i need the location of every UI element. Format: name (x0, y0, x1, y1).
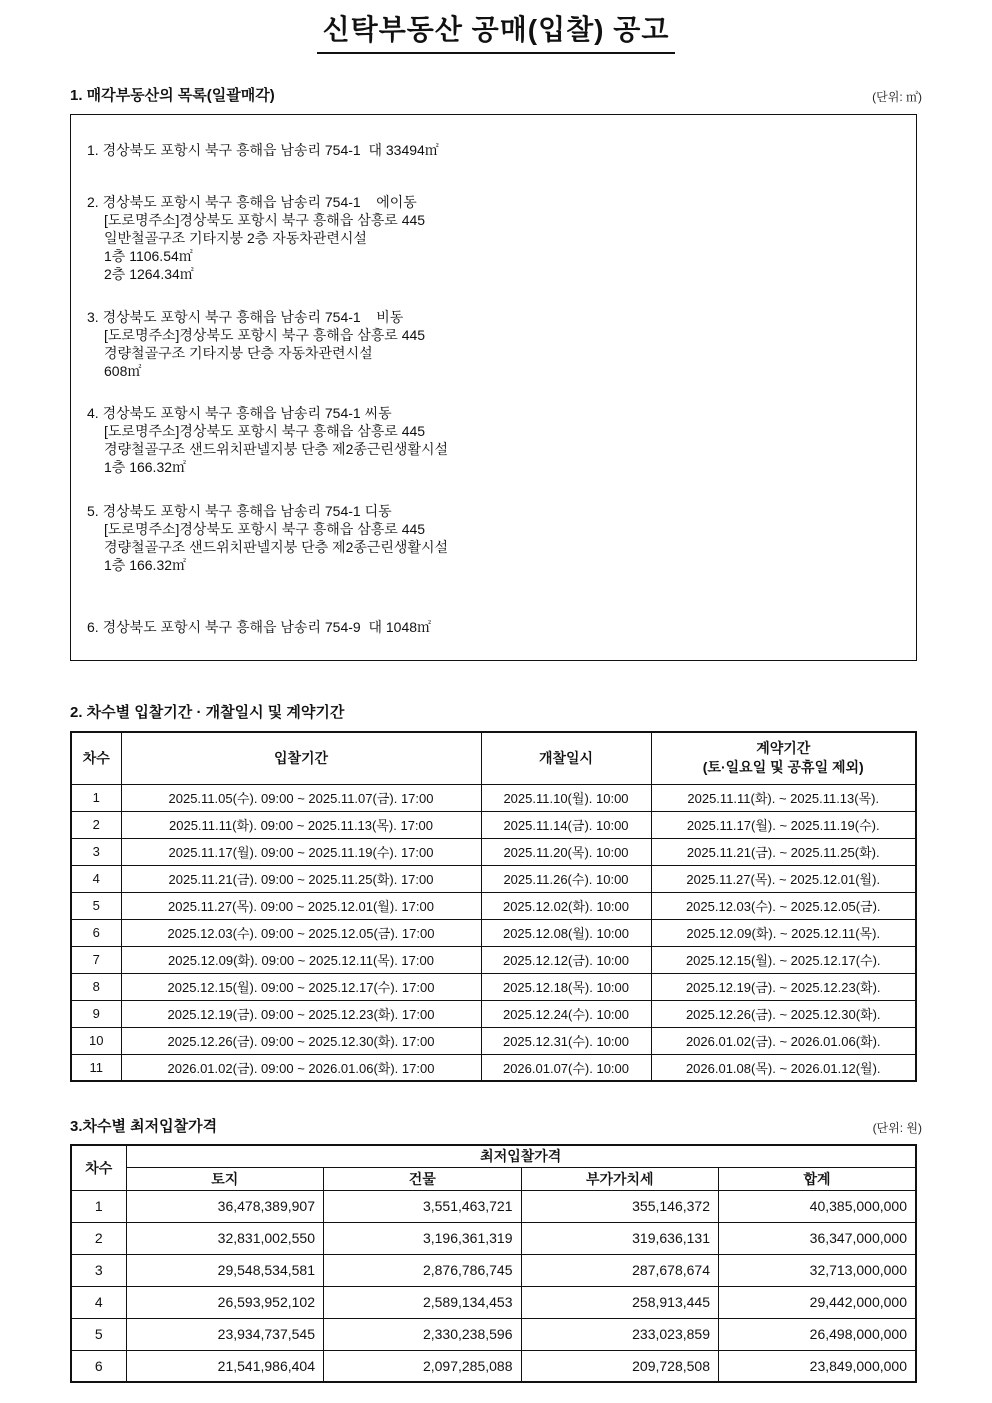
table-cell: 2025.11.21(금). ~ 2025.11.25(화). (651, 838, 916, 865)
table-cell: 23,849,000,000 (719, 1350, 917, 1382)
column-header-bid-period: 입찰기간 (121, 732, 481, 784)
contract-header-line1: 계약기간 (756, 740, 811, 757)
property-item-detail-line: 경량철골구조 기타지붕 단층 자동차관련시설 (104, 345, 373, 361)
property-item-detail-line: 경량철골구조 샌드위치판넬지붕 단층 제2종근린생활시설 (104, 539, 449, 555)
property-item (87, 404, 896, 476)
table-cell: 2 (71, 811, 121, 838)
table-cell: 3,196,361,319 (324, 1222, 522, 1254)
column-header-total: 합계 (719, 1167, 917, 1190)
table-cell: 2025.11.05(수). 09:00 ~ 2025.11.07(금). 17:00 (121, 784, 481, 811)
table-cell: 2,097,285,088 (324, 1350, 522, 1382)
table-cell: 287,678,674 (521, 1254, 719, 1286)
property-item (87, 502, 896, 574)
price-row (71, 1222, 916, 1254)
table-cell: 2025.11.14(금). 10:00 (481, 811, 651, 838)
table-cell: 2025.11.11(화). 09:00 ~ 2025.11.13(목). 17:00 (121, 811, 481, 838)
table-cell: 1 (71, 784, 121, 811)
table-cell: 10 (71, 1027, 121, 1054)
table-cell: 2025.12.19(금). ~ 2025.12.23(화). (651, 973, 916, 1000)
table-cell: 5 (71, 892, 121, 919)
property-item-detail-line: [도로명주소]경상북도 포항시 북구 흥해읍 삼흥로 445 (104, 521, 426, 537)
table-cell: 2025.11.10(월). 10:00 (481, 784, 651, 811)
schedule-row (71, 1000, 916, 1027)
table-cell: 11 (71, 1054, 121, 1081)
table-cell: 2025.12.18(목). 10:00 (481, 973, 651, 1000)
table-cell: 29,548,534,581 (126, 1254, 324, 1286)
schedule-row (71, 946, 916, 973)
section2-header-row (70, 701, 922, 722)
table-cell: 36,347,000,000 (719, 1222, 917, 1254)
section3-unit-label: (단위: 원) (872, 1121, 922, 1135)
section1-heading: 1. 매각부동산의 목록(일괄매각) (70, 87, 275, 104)
min-bid-price-table-body (71, 1190, 916, 1382)
column-header-contract-period (651, 732, 916, 784)
table-cell: 2025.12.03(수). 09:00 ~ 2025.12.05(금). 17:00 (121, 919, 481, 946)
table-cell: 2025.12.09(화). 09:00 ~ 2025.12.11(목). 17:00 (121, 946, 481, 973)
table-cell: 2,876,786,745 (324, 1254, 522, 1286)
table-cell: 2025.12.15(월). ~ 2025.12.17(수). (651, 946, 916, 973)
contract-header-line2: (토·일요일 및 공휴일 제외) (702, 759, 864, 776)
property-item-first-line: 6. 경상북도 포항시 북구 흥해읍 남송리 754-9 대 1048㎡ (87, 619, 432, 635)
price-row (71, 1254, 916, 1286)
column-header-land: 토지 (126, 1167, 324, 1190)
column-header-group-min-price: 최저입찰가격 (126, 1145, 916, 1167)
min-bid-price-table (70, 1144, 917, 1383)
property-item-detail-line: 1층 1106.54㎡ (104, 248, 193, 264)
table-cell: 2025.12.08(월). 10:00 (481, 919, 651, 946)
property-item (87, 193, 896, 283)
section1-header-row (70, 84, 922, 105)
property-item-first-line: 5. 경상북도 포항시 북구 흥해읍 남송리 754-1 디동 (87, 503, 392, 519)
bid-schedule-table-body (71, 784, 916, 1081)
table-cell: 2025.11.11(화). ~ 2025.11.13(목). (651, 784, 916, 811)
table-cell: 2025.12.31(수). 10:00 (481, 1027, 651, 1054)
table-cell: 40,385,000,000 (719, 1190, 917, 1222)
table-cell: 26,498,000,000 (719, 1318, 917, 1350)
table-cell: 4 (71, 1286, 126, 1318)
table-cell: 26,593,952,102 (126, 1286, 324, 1318)
table-cell: 2025.12.15(월). 09:00 ~ 2025.12.17(수). 17:00 (121, 973, 481, 1000)
table-cell: 21,541,986,404 (126, 1350, 324, 1382)
min-bid-price-table-head (71, 1145, 916, 1190)
column-header-vat: 부가가치세 (521, 1167, 719, 1190)
document-title: 신탁부동산 공매(입찰) 공고 (317, 8, 676, 54)
property-item-detail-line: 1층 166.32㎡ (104, 459, 187, 475)
table-cell: 258,913,445 (521, 1286, 719, 1318)
property-item-first-line: 2. 경상북도 포항시 북구 흥해읍 남송리 754-1 에이동 (87, 194, 417, 210)
section1-unit-label: (단위: ㎡) (872, 90, 922, 104)
table-cell: 2026.01.02(금). 09:00 ~ 2026.01.06(화). 17:00 (121, 1054, 481, 1081)
table-cell: 2 (71, 1222, 126, 1254)
property-item-detail-line: [도로명주소]경상북도 포항시 북구 흥해읍 삼흥로 445 (104, 423, 426, 439)
table-cell: 2025.12.26(금). 09:00 ~ 2025.12.30(화). 17:00 (121, 1027, 481, 1054)
table-cell: 233,023,859 (521, 1318, 719, 1350)
table-cell: 2025.12.19(금). 09:00 ~ 2025.12.23(화). 17:00 (121, 1000, 481, 1027)
schedule-row (71, 892, 916, 919)
table-cell: 2025.11.21(금). 09:00 ~ 2025.11.25(화). 17:00 (121, 865, 481, 892)
table-cell: 319,636,131 (521, 1222, 719, 1254)
table-cell: 2025.11.27(목). ~ 2025.12.01(월). (651, 865, 916, 892)
table-cell: 2025.12.24(수). 10:00 (481, 1000, 651, 1027)
property-item-detail-line: 일반철골구조 기타지붕 2층 자동차관련시설 (104, 230, 367, 246)
table-cell: 3 (71, 838, 121, 865)
bid-schedule-table-head (71, 732, 916, 784)
table-cell: 2025.11.17(월). 09:00 ~ 2025.11.19(수). 17:00 (121, 838, 481, 865)
title-area (70, 8, 922, 54)
table-cell: 209,728,508 (521, 1350, 719, 1382)
schedule-row (71, 973, 916, 1000)
table-cell: 3,551,463,721 (324, 1190, 522, 1222)
table-cell: 2025.11.26(수). 10:00 (481, 865, 651, 892)
property-item-first-line: 4. 경상북도 포항시 북구 흥해읍 남송리 754-1 씨동 (87, 405, 392, 421)
table-cell: 2025.12.09(화). ~ 2025.12.11(목). (651, 919, 916, 946)
table-cell: 23,934,737,545 (126, 1318, 324, 1350)
table-cell: 2,589,134,453 (324, 1286, 522, 1318)
property-list-box (70, 114, 917, 661)
column-header-building: 건물 (324, 1167, 522, 1190)
table-cell: 4 (71, 865, 121, 892)
section3-header-row (70, 1115, 922, 1136)
table-cell: 36,478,389,907 (126, 1190, 324, 1222)
schedule-row (71, 838, 916, 865)
column-header-opening-datetime: 개찰일시 (481, 732, 651, 784)
table-cell: 2,330,238,596 (324, 1318, 522, 1350)
property-item-first-line: 3. 경상북도 포항시 북구 흥해읍 남송리 754-1 비동 (87, 309, 404, 325)
table-cell: 7 (71, 946, 121, 973)
price-row (71, 1350, 916, 1382)
property-item-detail-line: 1층 166.32㎡ (104, 557, 187, 573)
column-header-round: 차수 (71, 1145, 126, 1190)
table-cell: 355,146,372 (521, 1190, 719, 1222)
table-cell: 3 (71, 1254, 126, 1286)
property-item-first-line: 1. 경상북도 포항시 북구 흥해읍 남송리 754-1 대 33494㎡ (87, 142, 439, 158)
property-item (87, 141, 896, 159)
property-item-detail-line: 608㎡ (104, 363, 142, 379)
table-cell: 8 (71, 973, 121, 1000)
table-cell: 2026.01.07(수). 10:00 (481, 1054, 651, 1081)
property-item-detail-line: [도로명주소]경상북도 포항시 북구 흥해읍 삼흥로 445 (104, 212, 426, 228)
table-cell: 5 (71, 1318, 126, 1350)
table-cell: 2026.01.08(목). ~ 2026.01.12(월). (651, 1054, 916, 1081)
table-cell: 2025.12.03(수). ~ 2025.12.05(금). (651, 892, 916, 919)
schedule-row (71, 919, 916, 946)
property-item-detail-line: 경량철골구조 샌드위치판넬지붕 단층 제2종근린생활시설 (104, 441, 449, 457)
column-header-round: 차수 (71, 732, 121, 784)
table-cell: 2025.12.12(금). 10:00 (481, 946, 651, 973)
table-cell: 29,442,000,000 (719, 1286, 917, 1318)
bid-schedule-table (70, 731, 917, 1082)
section2-heading: 2. 차수별 입찰기간 · 개찰일시 및 계약기간 (70, 704, 345, 721)
schedule-row (71, 811, 916, 838)
table-cell: 32,831,002,550 (126, 1222, 324, 1254)
table-cell: 1 (71, 1190, 126, 1222)
table-cell: 6 (71, 1350, 126, 1382)
schedule-row (71, 784, 916, 811)
table-cell: 2026.01.02(금). ~ 2026.01.06(화). (651, 1027, 916, 1054)
price-row (71, 1318, 916, 1350)
price-row (71, 1190, 916, 1222)
property-item-detail-line: [도로명주소]경상북도 포항시 북구 흥해읍 삼흥로 445 (104, 327, 426, 343)
price-row (71, 1286, 916, 1318)
table-cell: 9 (71, 1000, 121, 1027)
table-cell: 2025.11.17(월). ~ 2025.11.19(수). (651, 811, 916, 838)
schedule-row (71, 1027, 916, 1054)
schedule-row (71, 1054, 916, 1081)
property-item-detail-line: 2층 1264.34㎡ (104, 266, 194, 282)
table-cell: 32,713,000,000 (719, 1254, 917, 1286)
table-cell: 2025.12.26(금). ~ 2025.12.30(화). (651, 1000, 916, 1027)
schedule-row (71, 865, 916, 892)
section3-heading: 3.차수별 최저입찰가격 (70, 1118, 218, 1135)
document-page (70, 0, 922, 1383)
table-cell: 2025.12.02(화). 10:00 (481, 892, 651, 919)
property-item (87, 308, 896, 380)
table-cell: 2025.11.20(목). 10:00 (481, 838, 651, 865)
table-cell: 6 (71, 919, 121, 946)
table-cell: 2025.11.27(목). 09:00 ~ 2025.12.01(월). 17:00 (121, 892, 481, 919)
property-item (87, 618, 896, 636)
